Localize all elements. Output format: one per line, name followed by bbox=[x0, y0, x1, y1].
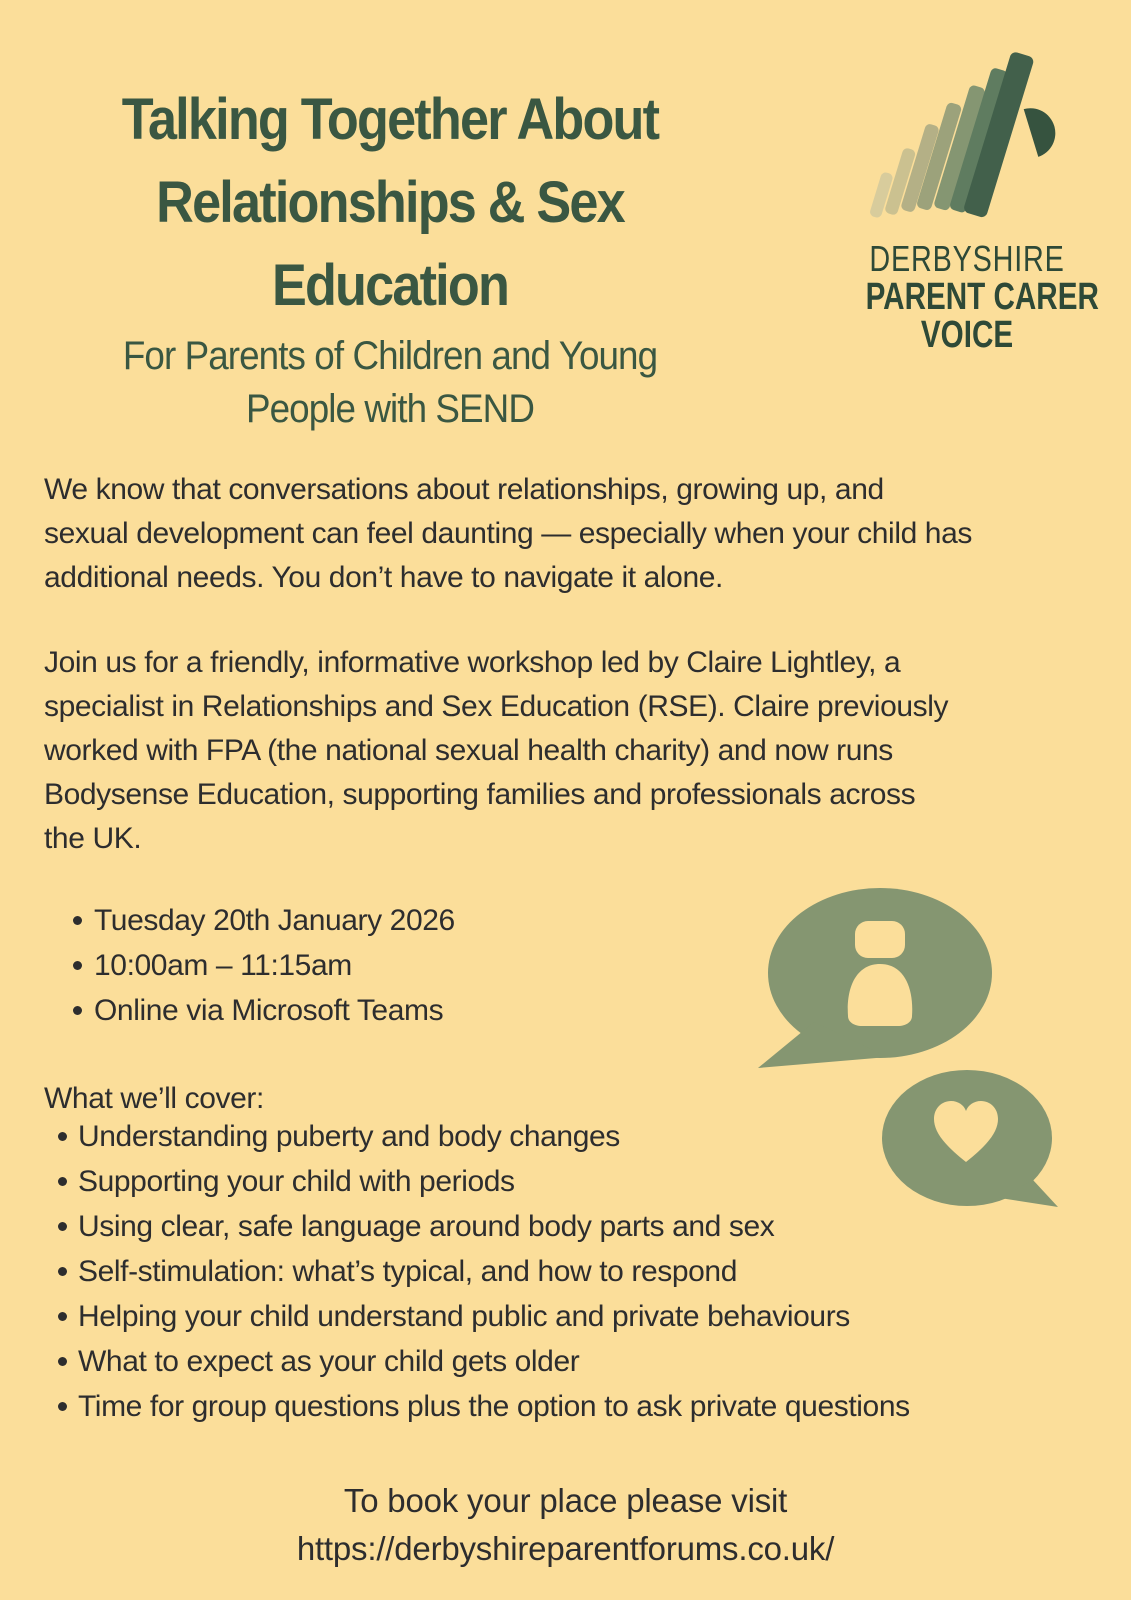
speech-bubble-person-icon bbox=[758, 888, 992, 1068]
paragraph-line: specialist in Relationships and Sex Education (RSE). Claire previously bbox=[44, 690, 949, 723]
session-detail-time: 10:00am – 11:15am bbox=[44, 943, 455, 988]
agenda-item: Self-stimulation: what’s typical, and how to respond bbox=[44, 1249, 910, 1294]
agenda-item: What to expect as your child gets older bbox=[44, 1339, 910, 1384]
title-line: Relationships & Sex bbox=[156, 170, 624, 235]
session-detail-date: Tuesday 20th January 2026 bbox=[44, 898, 455, 943]
agenda-item: Understanding puberty and body changes bbox=[44, 1114, 910, 1159]
paragraph-line: the UK. bbox=[44, 822, 142, 855]
page-subtitle bbox=[63, 330, 716, 436]
session-details-list bbox=[44, 898, 455, 1033]
title-line: Talking Together About bbox=[121, 87, 659, 152]
bullet-dot-icon bbox=[73, 1006, 82, 1015]
agenda-item: Helping your child understand public and private behaviours bbox=[44, 1294, 910, 1339]
paragraph-line: Bodysense Education, supporting families and professionals across bbox=[44, 778, 916, 811]
bullet-dot-icon bbox=[58, 1312, 67, 1321]
bullet-dot-icon bbox=[73, 961, 82, 970]
workshop-paragraph bbox=[44, 641, 1114, 861]
logo-org-name-line: DERBYSHIRE bbox=[869, 238, 1065, 279]
booking-text-line: To book your place please visit bbox=[343, 1482, 788, 1519]
title-line: Education bbox=[271, 253, 509, 318]
paragraph-line: worked with FPA (the national sexual health charity) and now runs bbox=[44, 734, 893, 767]
subtitle-line: People with SEND bbox=[245, 387, 534, 431]
paragraph-line: sexual development can feel daunting — especially when your child has bbox=[44, 517, 972, 550]
bullet-dot-icon bbox=[58, 1177, 67, 1186]
logo-org-name-line: VOICE bbox=[920, 314, 1014, 356]
logo-crescent-icon bbox=[1024, 108, 1056, 157]
bullet-dot-icon bbox=[58, 1267, 67, 1276]
bullet-dot-icon bbox=[58, 1132, 67, 1141]
page-title bbox=[71, 78, 710, 327]
bullet-dot-icon bbox=[58, 1357, 67, 1366]
org-logo-wordmark bbox=[837, 240, 1097, 354]
paragraph-line: additional needs. You don’t have to navigate it alone. bbox=[44, 561, 723, 594]
logo-org-name-line: PARENT CARER bbox=[865, 276, 1099, 318]
paragraph-line: We know that conversations about relationships, growing up, and bbox=[44, 473, 884, 506]
booking-footer bbox=[0, 1477, 1131, 1573]
agenda-item: Time for group questions plus the option to ask private questions bbox=[44, 1384, 910, 1429]
megaphone-fan-icon bbox=[860, 48, 1056, 224]
bullet-dot-icon bbox=[73, 916, 82, 925]
agenda-heading: What we’ll cover: bbox=[44, 1082, 264, 1115]
intro-paragraph bbox=[44, 468, 1114, 600]
agenda-item: Using clear, safe language around body parts and sex bbox=[44, 1204, 910, 1249]
agenda-item: Supporting your child with periods bbox=[44, 1159, 910, 1204]
bullet-dot-icon bbox=[58, 1222, 67, 1231]
booking-url: https://derbyshireparentforums.co.uk/ bbox=[296, 1530, 835, 1567]
agenda-list bbox=[44, 1114, 910, 1429]
paragraph-line: Join us for a friendly, informative workshop led by Claire Lightley, a bbox=[44, 646, 901, 679]
bullet-dot-icon bbox=[58, 1402, 67, 1411]
session-detail-location: Online via Microsoft Teams bbox=[44, 988, 455, 1033]
subtitle-line: For Parents of Children and Young bbox=[122, 334, 658, 378]
